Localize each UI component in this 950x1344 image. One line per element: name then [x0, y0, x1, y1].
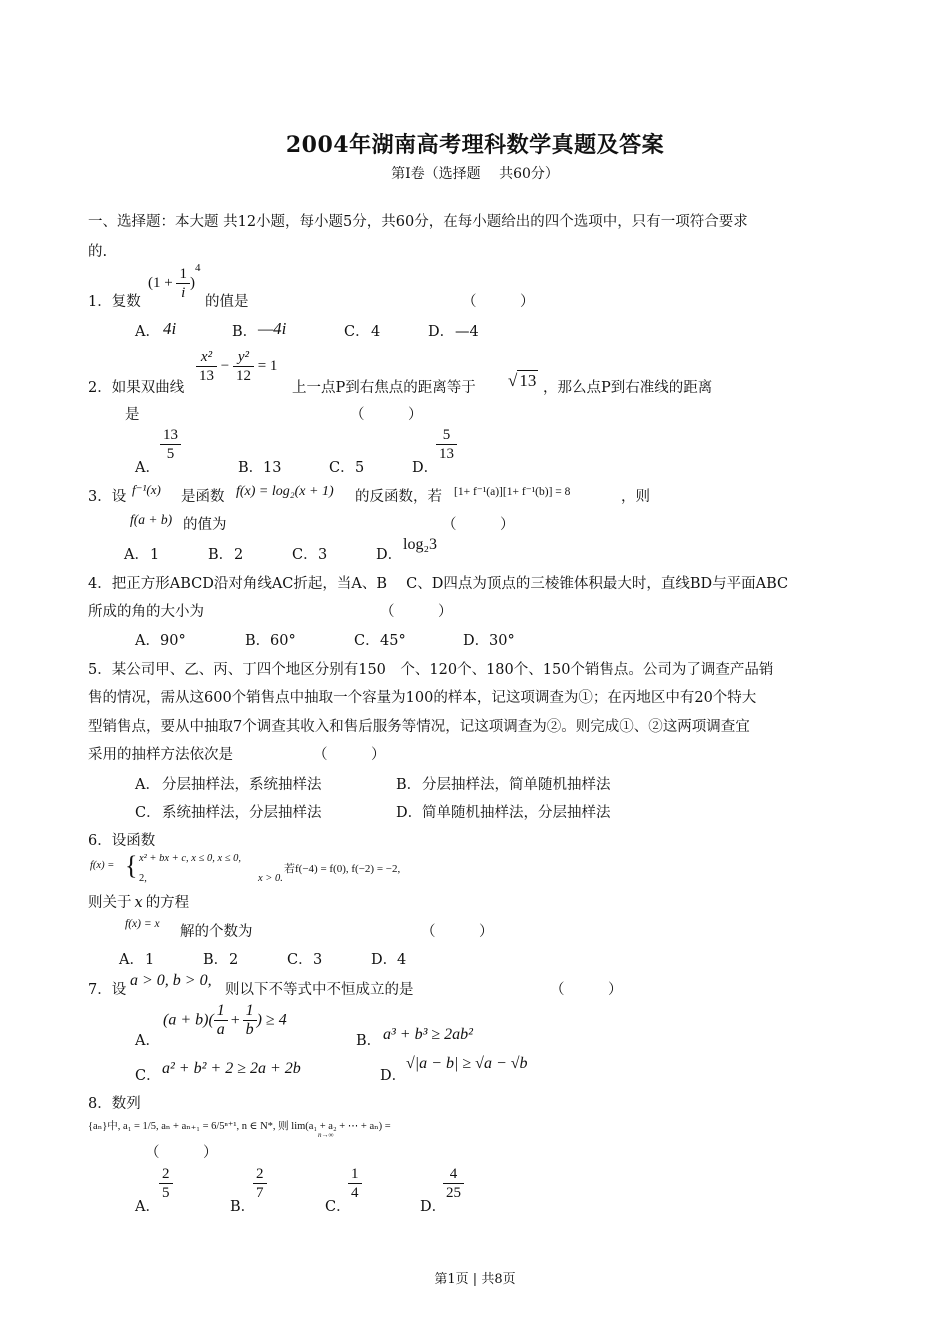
q8-option-d-value — [443, 1165, 464, 1202]
q1-expr-num: 1 — [176, 265, 190, 284]
q2-frac-1 — [196, 348, 217, 385]
q2-frac-1-num: x² — [196, 348, 217, 367]
q3-option-c-value: 3 — [318, 547, 328, 563]
q5-line-3: 型销售点，要从中抽取7个调查其收入和售后服务等情况，记这项调查为②。则完成①、②这两项调查宜 — [88, 719, 750, 735]
q8-option-a-value — [159, 1165, 173, 1202]
q2-option-a-value — [160, 426, 181, 463]
q2-option-b-label: B． — [238, 460, 264, 476]
q6-option-b-value: 2 — [229, 952, 239, 968]
q8-option-b-label: B． — [230, 1199, 256, 1215]
q8-option-c-value — [348, 1165, 362, 1202]
page-footer: 第1页 | 共8页 — [434, 1272, 516, 1287]
q5-line-4: 采用的抽样方法依次是 — [88, 747, 233, 763]
q3-option-b-value: 2 — [234, 547, 244, 563]
q6-case-2-cond: x > 0. — [258, 873, 283, 884]
q7-option-b-label: B． — [356, 1033, 382, 1049]
q1-expr-den: i — [181, 285, 186, 302]
q2-frac-2-den: 12 — [235, 368, 251, 384]
q8-condition: {aₙ}中, a₁ = 1/5, aₙ + aₙ₊₁ = 6/5ⁿ⁺¹, n ∈ N*, 则 lim(a₁ + a₂ + ⋯ + aₙ) = — [88, 1121, 391, 1132]
q5-option-a-value: 分层抽样法，系统抽样法 — [162, 777, 322, 793]
q6-line-2-post: 的方程 — [145, 895, 190, 911]
q2-frac-2-num: y² — [233, 348, 254, 367]
q8-option-c-label: C． — [325, 1199, 351, 1215]
q7-option-a-pre: (a + b)( — [163, 1011, 214, 1029]
q7-prefix: 7．设 — [88, 982, 127, 998]
intro-line-2: 的. — [88, 244, 108, 260]
q1-prefix: 1．复数 — [88, 294, 141, 310]
q2-option-a-label: A． — [135, 460, 160, 476]
q5-answer-paren: （ ） — [313, 747, 386, 763]
q4-option-d-value: 30° — [489, 633, 515, 649]
q4-line-2: 所成的角的大小为 — [88, 604, 204, 620]
q3-option-c-label: C． — [292, 547, 318, 563]
q7-option-a-plus: + — [229, 1011, 241, 1029]
q5-option-a-label: A． — [135, 777, 160, 793]
q5-option-b-label: B． — [396, 777, 422, 793]
q7-option-a-n2: 1 — [243, 1002, 257, 1021]
q3-option-a-label: A． — [124, 547, 149, 563]
q5-option-d-value: 简单随机抽样法，分层抽样法 — [422, 805, 611, 821]
q5-option-c-label: C． — [135, 805, 161, 821]
q2-minus: − — [220, 357, 230, 374]
q8-option-c-den: 4 — [351, 1185, 359, 1201]
q2-option-d-den: 13 — [439, 446, 454, 462]
q8-prefix: 8．数列 — [88, 1096, 141, 1112]
q5-line-1: 5．某公司甲、乙、丙、丁四个地区分别有150 个、120个、180个、150个销售点。公司为了调查产品销 — [88, 662, 774, 678]
q2-option-a-den: 5 — [166, 446, 175, 462]
q1-option-b-value: —4i — [258, 319, 287, 338]
q7-option-a-label: A． — [135, 1033, 160, 1049]
q7-answer-paren: （ ） — [550, 982, 623, 998]
q7-option-a-value — [163, 1002, 287, 1039]
q2-suffix: ，那么点P到右准线的距离 — [543, 380, 713, 396]
q7-option-d-value: √|a − b| ≥ √a − √b — [406, 1055, 528, 1072]
q6-option-a-label: A． — [119, 952, 144, 968]
q6-line-2 — [88, 893, 189, 913]
q6-brace: { — [125, 851, 138, 880]
q8-limit-subscript: n→∞ — [318, 1131, 334, 1139]
q4-option-b-label: B． — [245, 633, 271, 649]
q3-suffix: ，则 — [621, 489, 650, 505]
q3-option-d-label: D． — [376, 547, 403, 563]
q2-answer-paren: （ ） — [350, 407, 423, 423]
q7-option-a-d2: b — [245, 1021, 254, 1038]
q6-equation: f(x) = x — [125, 918, 160, 930]
q8-option-b-den: 7 — [256, 1185, 264, 1201]
q1-option-b-label: B． — [232, 324, 258, 340]
q7-option-b-value: a³ + b³ ≥ 2ab² — [383, 1026, 473, 1043]
q8-option-b-value — [253, 1165, 267, 1202]
q4-line-1: 4．把正方形ABCD沿对角线AC折起，当A、B C、D四点为顶点的三棱锥体积最大时，直线BD与平面ABC — [88, 576, 789, 592]
q2-frac-2 — [233, 348, 254, 385]
q6-line-2-pre: 则关于 — [88, 895, 132, 911]
q6-condition: 若f(−4) = f(0), f(−2) = −2, — [284, 863, 401, 875]
q2-sqrt-value: 13 — [519, 371, 537, 390]
q6-option-d-label: D． — [371, 952, 398, 968]
q6-option-b-label: B． — [203, 952, 229, 968]
q2-line-2: 是 — [125, 407, 140, 423]
q2-option-d-value — [436, 426, 457, 463]
q5-option-c-value: 系统抽样法，分层抽样法 — [162, 805, 322, 821]
q6-option-c-value: 3 — [313, 952, 323, 968]
q4-option-a-value: 90° — [160, 633, 186, 649]
q6-case-2: 2, — [139, 873, 147, 884]
q6-case-1: x² + bx + c, x ≤ 0, x ≤ 0, — [139, 853, 242, 864]
q1-expr-exp: 4 — [194, 262, 201, 274]
sqrt-icon: √ — [508, 371, 518, 390]
q4-answer-paren: （ ） — [380, 604, 453, 620]
q3-function: f(x) = log₂(x + 1) — [236, 484, 334, 499]
q7-option-a-d1: a — [216, 1021, 225, 1038]
q3-prefix: 3．设 — [88, 489, 127, 505]
q3-option-d-value: log₂3 — [403, 536, 438, 553]
q1-answer-paren: （ ） — [462, 294, 535, 310]
q6-line-3: 解的个数为 — [180, 924, 253, 940]
q1-option-c-label: C． — [344, 324, 370, 340]
q2-option-a-num: 13 — [160, 426, 181, 445]
q7-option-a-post: ) ≥ 4 — [256, 1011, 287, 1029]
q5-option-d-label: D． — [396, 805, 423, 821]
q2-option-d-num: 5 — [436, 426, 457, 445]
q4-option-b-value: 60° — [270, 633, 296, 649]
q4-option-a-label: A． — [135, 633, 160, 649]
q1-expr-fraction — [176, 265, 190, 302]
q8-option-d-num: 4 — [443, 1165, 464, 1184]
q2-prefix: 2．如果双曲线 — [88, 380, 185, 396]
intro-line-1: 一、选择题：本大题 共12小题，每小题5分，共60分，在每小题给出的四个选项中，只有一项符合要求 — [88, 214, 748, 230]
q1-expr-open: (1 + — [148, 275, 173, 292]
q4-option-c-label: C． — [354, 633, 380, 649]
q3-expr: f(a + b) — [130, 512, 173, 527]
q6-option-c-label: C． — [287, 952, 313, 968]
q3-finv: f⁻¹(x) — [132, 482, 161, 497]
q6-prefix: 6．设函数 — [88, 833, 156, 849]
q6-option-a-value: 1 — [145, 952, 155, 968]
q2-hyperbola-equation — [196, 348, 277, 385]
q8-option-c-num: 1 — [348, 1165, 362, 1184]
q1-suffix: 的值是 — [205, 294, 249, 310]
q8-option-a-den: 5 — [162, 1185, 170, 1201]
q2-option-c-label: C． — [329, 460, 355, 476]
q3-option-a-value: 1 — [150, 547, 160, 563]
q8-option-a-label: A． — [135, 1199, 160, 1215]
page-subtitle: 第Ⅰ卷（选择题 共60分） — [391, 166, 559, 182]
q3-condition: [1+ f⁻¹(a)][1+ f⁻¹(b)] = 8 — [454, 486, 571, 498]
q2-middle: 上一点P到右焦点的距离等于 — [292, 380, 476, 396]
q1-option-c-value: 4 — [371, 324, 381, 340]
q2-sqrt — [508, 371, 538, 391]
q3-option-b-label: B． — [208, 547, 234, 563]
q7-option-c-label: C． — [135, 1068, 161, 1084]
q8-answer-paren: （ ） — [145, 1145, 218, 1161]
q2-option-b-value: 13 — [263, 460, 282, 476]
q2-rhs: = 1 — [257, 357, 278, 374]
q7-suffix: 则以下不等式中不恒成立的是 — [225, 982, 414, 998]
q8-option-d-den: 25 — [446, 1185, 461, 1201]
q7-condition: a > 0, b > 0, — [130, 972, 212, 989]
q1-option-a-value: 4i — [163, 319, 177, 338]
q7-option-c-value: a² + b² + 2 ≥ 2a + 2b — [162, 1060, 301, 1077]
q3-mid-2: 的反函数，若 — [355, 489, 442, 505]
q6-f-lhs: f(x) = — [90, 860, 115, 871]
q7-option-d-label: D． — [380, 1068, 407, 1084]
q8-option-b-num: 2 — [253, 1165, 267, 1184]
q1-expression — [148, 262, 200, 306]
q4-option-c-value: 45° — [380, 633, 406, 649]
q5-line-2: 售的情况，需从这600个销售点中抽取一个容量为100的样本，记这项调查为①；在丙地区中有20个特大 — [88, 690, 757, 706]
q1-option-d-value: —4 — [455, 324, 479, 340]
q3-mid-1: 是函数 — [181, 489, 225, 505]
q1-option-d-label: D． — [428, 324, 455, 340]
q2-option-c-value: 5 — [355, 460, 365, 476]
q1-expr-close: ) — [189, 275, 195, 292]
q4-option-d-label: D． — [463, 633, 490, 649]
q8-option-d-label: D． — [420, 1199, 447, 1215]
page-title: 2004年湖南高考理科数学真题及答案 — [285, 132, 665, 158]
q3-answer-paren: （ ） — [442, 517, 515, 533]
q8-option-a-num: 2 — [159, 1165, 173, 1184]
q5-option-b-value: 分层抽样法，简单随机抽样法 — [422, 777, 611, 793]
q6-line-2-var: x — [134, 895, 143, 911]
q7-option-a-n1: 1 — [214, 1002, 228, 1021]
q2-frac-1-den: 13 — [199, 368, 214, 384]
q1-option-a-label: A． — [135, 324, 160, 340]
q3-line-2: 的值为 — [183, 517, 227, 533]
q2-option-d-label: D． — [412, 460, 439, 476]
q6-answer-paren: （ ） — [421, 924, 494, 940]
q6-option-d-value: 4 — [397, 952, 407, 968]
